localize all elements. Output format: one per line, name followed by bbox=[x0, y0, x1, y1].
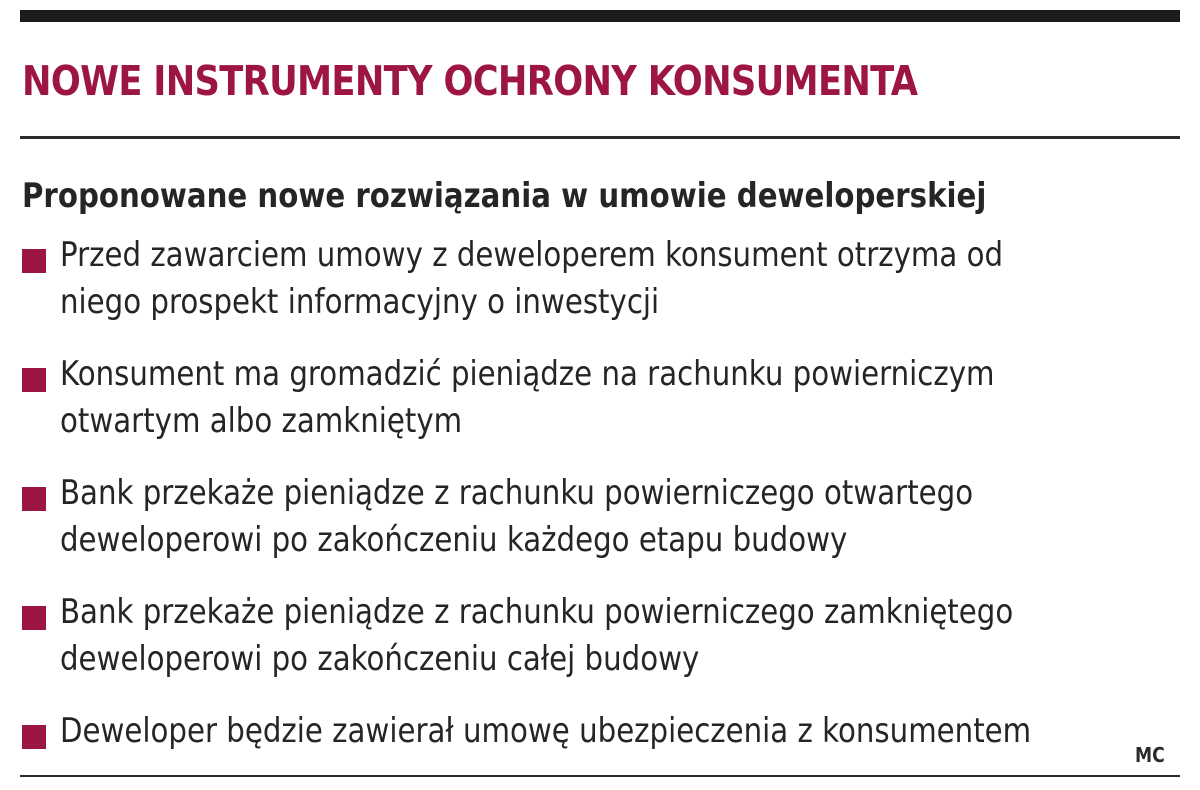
list-item bbox=[22, 470, 1152, 564]
infobox-subtitle: Proponowane nowe rozwiązania w umowie deweloperskiej bbox=[22, 176, 987, 216]
list-item-text: Deweloper będzie zawierał umowę ubezpieczenia z konsumentem bbox=[60, 711, 1032, 751]
list-item-text: Konsument ma gromadzić pieniądze na rachunku powierniczym otwartym albo zamkniętym bbox=[60, 354, 995, 441]
proposal-list bbox=[22, 232, 1152, 780]
author-credit: MC bbox=[1135, 743, 1165, 767]
square-bullet-icon bbox=[22, 487, 46, 511]
list-item-text: Bank przekaże pieniądze z rachunku powierniczego otwartego deweloperowi po zakończeniu każdego etapu budowy bbox=[60, 473, 974, 560]
list-item bbox=[22, 351, 1152, 445]
list-item-text: Przed zawarciem umowy z deweloperem konsument otrzyma od niego prospekt informacyjny o inwestycji bbox=[60, 235, 1004, 322]
top-rule bbox=[20, 10, 1180, 22]
infobox-title: NOWE INSTRUMENTY OCHRONY KONSUMENTA bbox=[22, 57, 918, 105]
list-item bbox=[22, 232, 1152, 326]
bottom-rule bbox=[20, 775, 1180, 777]
square-bullet-icon bbox=[22, 725, 46, 749]
list-item bbox=[22, 589, 1152, 683]
square-bullet-icon bbox=[22, 368, 46, 392]
square-bullet-icon bbox=[22, 606, 46, 630]
list-item-text: Bank przekaże pieniądze z rachunku powierniczego zamkniętego deweloperowi po zakończeniu całej budowy bbox=[60, 592, 1014, 679]
list-item bbox=[22, 708, 1152, 755]
title-divider bbox=[20, 136, 1180, 139]
square-bullet-icon bbox=[22, 249, 46, 273]
